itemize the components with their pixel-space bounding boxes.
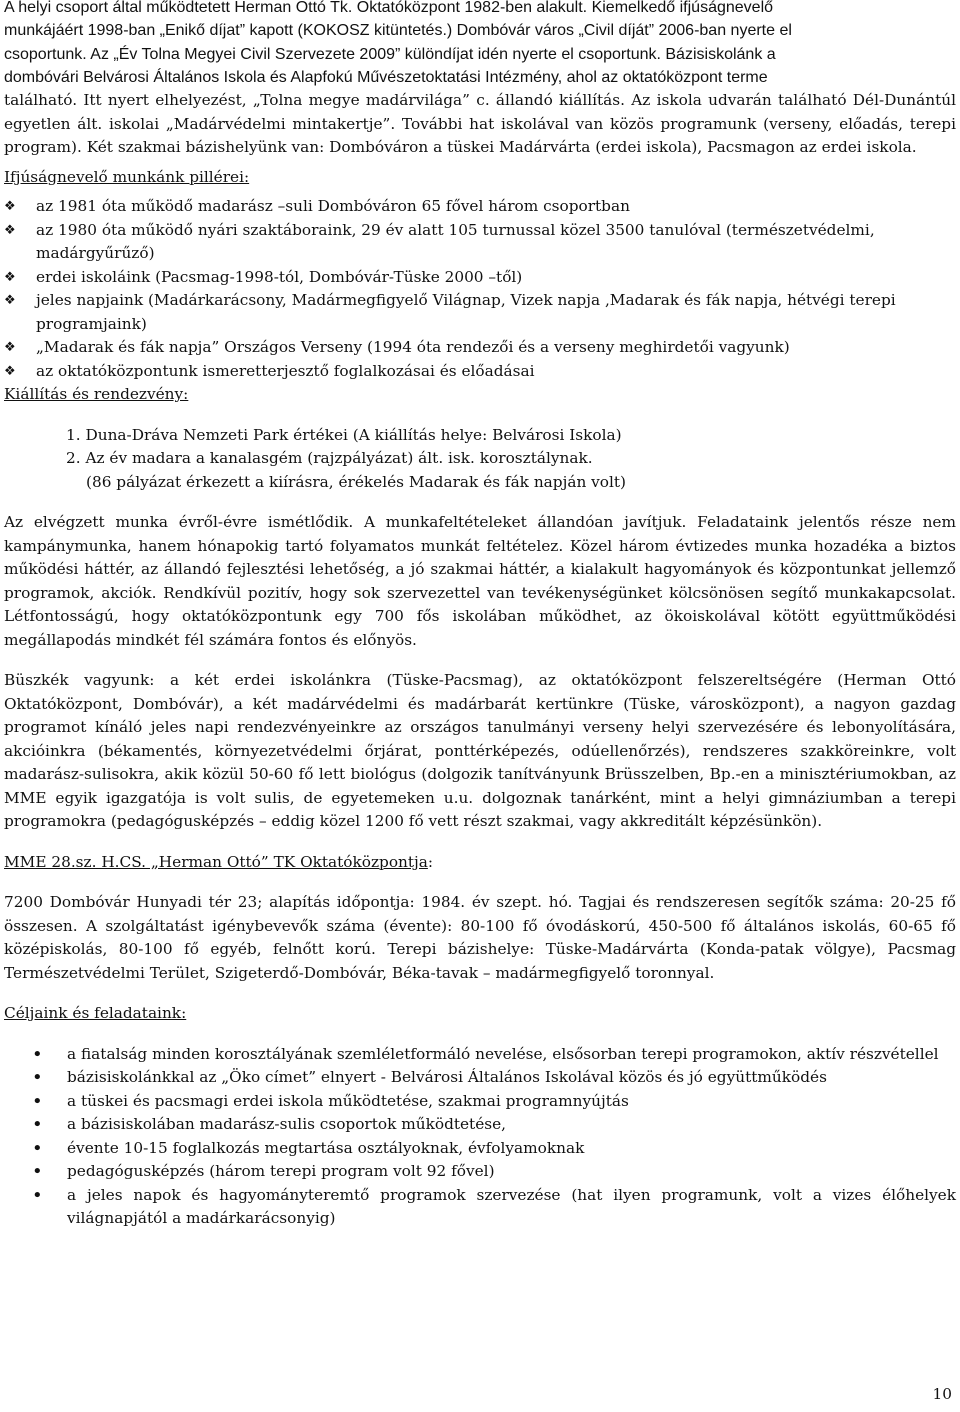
intro-line: munkájáért 1998-ban „Enikő díjat” kapott (KOKOSZ kitüntetés.) Dombóvár város „Civil díját” 2006-ban nyerte el — [4, 22, 792, 40]
goal-item: • a jeles napok és hagyományteremtő programok szervezése (hat ilyen programunk, volt a vizes élőhelyek világnapjától a madárkarácsonyig) — [32, 1184, 956, 1228]
diamond-bullet-icon: ❖ — [4, 199, 16, 215]
bullet-dot-icon: • — [32, 1043, 43, 1065]
intro-line: csoportunk. Az „Év Tolna Megyei Civil Szervezete 2009” különdíjat idén nyerte el csoportunk. Bázisiskolánk a — [4, 45, 776, 63]
exhibition-item: 2. Az év madara a kanalasgém (rajzpályázat) ált. isk. korosztálynak. — [66, 449, 593, 468]
goal-item: • a tüskei és pacsmagi erdei iskola működtetése, szakmai programnyújtás — [32, 1090, 629, 1112]
pillar-item: ❖ az oktatóközpontunk ismeretterjesztő foglalkozásai és előadásai — [4, 360, 956, 384]
intro-line: A helyi csoport által működtetett Herman Ottó Tk. Oktatóközpont 1982-ben alakult. Kiemelkedő ifjúságnevelő — [4, 0, 774, 16]
diamond-bullet-icon: ❖ — [4, 340, 16, 356]
intro-paragraph-top — [4, 0, 956, 89]
pillar-item: ❖ az 1981 óta működő madarász –suli Dombóváron 65 fővel három csoportban — [4, 195, 956, 219]
diamond-bullet-icon: ❖ — [4, 293, 16, 309]
pillars-heading: Ifjúságnevelő munkánk pillérei: — [4, 167, 250, 186]
intro-line: dombóvári Belvárosi Általános Iskola és Alapfokú Művészetoktatási Intézmény, ahol az oktatóközpont terme — [4, 68, 768, 86]
goal-item: • a bázisiskolában madarász-sulis csoportok működtetése, — [32, 1114, 507, 1136]
diamond-bullet-icon: ❖ — [4, 269, 16, 285]
goals-list — [4, 1043, 956, 1231]
pillar-item: ❖ az 1980 óta működő nyári szaktáboraink, 29 év alatt 105 turnussal közel 3500 tanulóval (természetvédelmi, madárgyűrűző) — [4, 220, 875, 263]
bullet-dot-icon: • — [32, 1137, 43, 1159]
work-paragraph: Az elvégzett munka évről-évre ismétlődik. A munkafeltételeket állandóan javítjuk. Feladataink jelentős része nem kampánymunka, hanem hónapokig tartó folyamatos munkát feltételez. Közel három évtizedes munka hozadéka a biztos működési háttér, az állandó fejlesztési lehetőség, a jó szakmai háttér, a kialakult hagyományok és központunkat jellemző programok, akciók. Rendkívül pozitív, hogy sok szervezettel van tevékenységünket kölcsönösen segítő munkakapcsolat. Létfontosságú, hogy oktatóközpontunk egy 700 fős iskolában működhet, az ökoiskolával kötött együttműködési megállapodás mindkét fél számára fontos és előnyös. — [4, 513, 956, 649]
pillar-item: ❖ „Madarak és fák napja” Országos Verseny (1994 óta rendezői és a verseny meghirdetői vagyunk) — [4, 336, 956, 360]
goal-item: • bázisiskolánkkal az „Öko címet” elnyert - Belvárosi Általános Iskolával közös és jó együttműködés — [32, 1067, 827, 1089]
bullet-dot-icon: • — [32, 1184, 43, 1206]
diamond-bullet-icon: ❖ — [4, 363, 16, 379]
goal-item: • pedagógusképzés (három terepi program volt 92 fővel) — [32, 1161, 495, 1183]
exhibition-list — [4, 424, 956, 495]
diamond-bullet-icon: ❖ — [4, 222, 16, 238]
intro-paragraph-bottom: található. Itt nyert elhelyezést, „Tolna megye madárvilága” c. állandó kiállítás. Az iskola udvarán található Dél-Dunántúl egyetlen ált. iskolai „Madárvédelmi mintakertje”. További hat iskolával van közös programunk (verseny, előadás, terepi program). Két szakmai bázishelyünk van: Dombóváron a tüskei Madárvárta (erdei iskola), Pacsmagon az erdei iskola. — [4, 91, 956, 157]
goal-item: • a fiatalság minden korosztályának szemléletformáló nevelése, elsősorban terepi programokon, aktív részvétellel — [32, 1043, 939, 1065]
bullet-dot-icon: • — [32, 1067, 43, 1089]
pillar-item: ❖ erdei iskoláink (Pacsmag-1998-tól, Dombóvár-Tüske 2000 –től) — [4, 266, 956, 290]
goals-heading: Céljaink és feladataink: — [4, 1004, 187, 1023]
center-heading-colon: : — [427, 852, 434, 871]
exhibition-heading: Kiállítás és rendezvény: — [4, 385, 189, 404]
exhibition-item: 1. Duna-Dráva Nemzeti Park értékei (A kiállítás helye: Belvárosi Iskola) — [66, 425, 622, 444]
goal-item: • évente 10-15 foglalkozás megtartása osztályoknak, évfolyamoknak — [32, 1137, 585, 1159]
center-heading: MME 28.sz. H.CS. „Herman Ottó” TK Oktatóközpontja — [4, 852, 428, 871]
page-number: 10 — [932, 1384, 952, 1403]
center-paragraph: 7200 Dombóvár Hunyadi tér 23; alapítás időpontja: 1984. év szept. hó. Tagjai és rendszeresen segítők száma: 20-25 fő összesen. A szolgáltatást igénybevevők száma (évente): 80-100 fő óvodáskorú, 450-500 fő általános iskolás, 60-65 fő középiskolás, 80-100 fő egyéb, felnőtt korú. Terepi bázishelye: Tüske-Madárvárta (Konda-patak völgye), Pacsmag Természetvédelmi Terület, Szigeterdő-Dombóvár, Béka-tavak – madármegfigyelő toronnyal. — [4, 893, 956, 982]
bullet-dot-icon: • — [32, 1161, 43, 1183]
bullet-dot-icon: • — [32, 1090, 43, 1112]
pillar-item: ❖ jeles napjaink (Madárkarácsony, Madármegfigyelő Világnap, Vizek napja ,Madarak és fák napja, hétvégi terepi programjaink) — [4, 291, 896, 333]
proud-paragraph: Büszkék vagyunk: a két erdei iskolánkra (Tüske-Pacsmag), az oktatóközpont felszereltségére (Herman Ottó Oktatóközpont, Dombóvár), a két madárvédelmi és madárbarát kertünkre (Tüske, városközpont), a nagyon gazdag programot kínáló jeles napi rendezvényeinkre az országos tanulmányi verseny helyi szervezésére és lebonyolítására, akcióinkra (békamentés, környezetvédelmi őrjárat, ponttérképezés, odúellenőrzés), rendszeres szakköreinkre, volt madarász-sulisokra, akik közül 50-60 fő lett biológus (dolgozik tanítványunk Brüsszelben, Bp.-en a minisztériumokban, az MME egyik igazgatója is volt sulis, de egyetemeken u.u. dolgoznak tanárként, mint a helyi gimnáziumban a terepi programokra (pedagógusképzés – eddig közel 1200 fő vett részt szakmai, vagy akkreditált képzésünkön). — [4, 671, 956, 831]
exhibition-note: (86 pályázat érkezett a kiírásra, érékelés Madarak és fák napján volt) — [86, 472, 627, 491]
bullet-dot-icon: • — [32, 1114, 43, 1136]
pillars-list — [4, 195, 956, 383]
